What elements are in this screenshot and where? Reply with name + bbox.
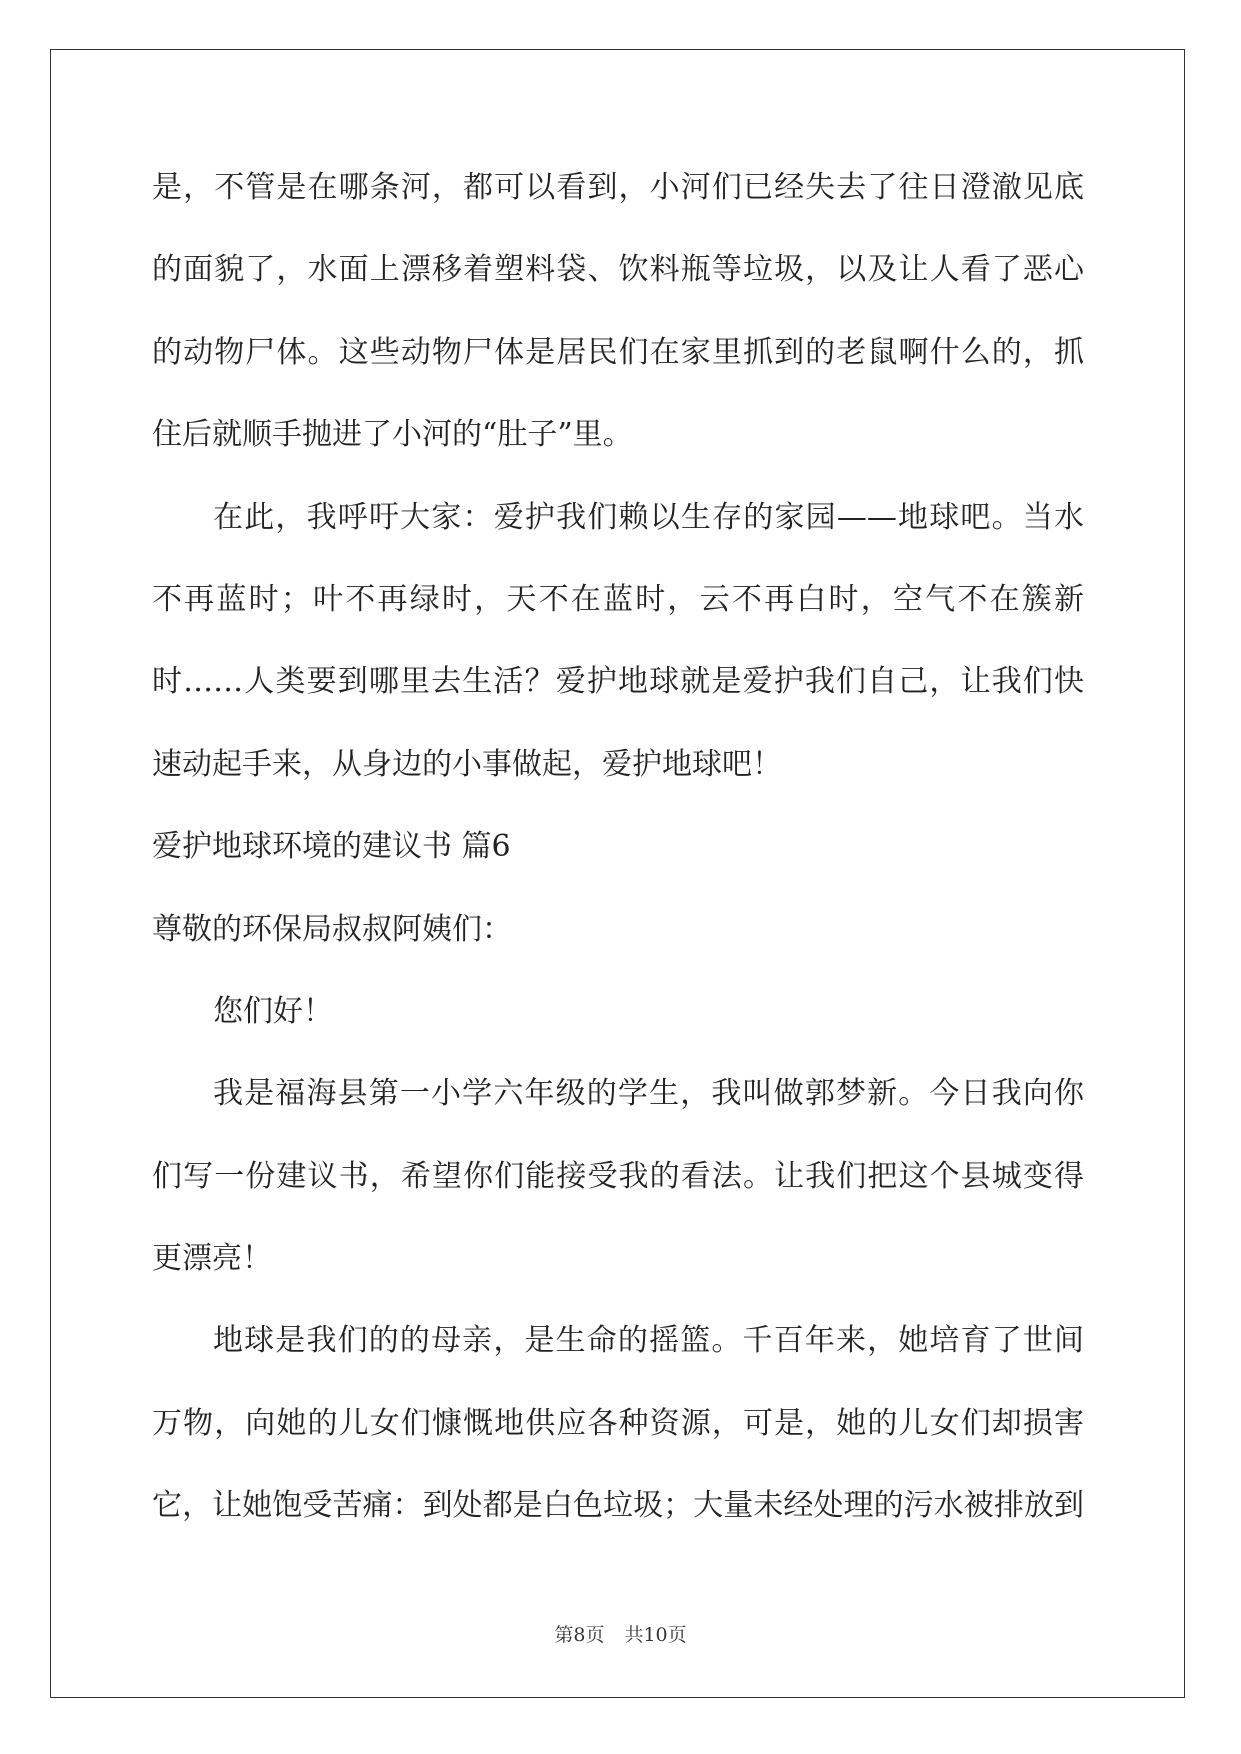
text-line: 们写一份建议书，希望你们能接受我的看法。让我们把这个县城变得 [152,1158,1084,1194]
section-heading: 爱护地球环境的建议书 篇6 [152,829,511,865]
text-line: 速动起手来，从身边的小事做起，爱护地球吧！ [152,746,782,782]
text-line: 时……人类要到哪里去生活？爱护地球就是爱护我们自己，让我们快 [152,664,1084,700]
text-line: 的动物尸体。这些动物尸体是居民们在家里抓到的老鼠啊什么的，抓 [152,334,1084,370]
text-line: 万物，向她的儿女们慷慨地供应各种资源，可是，她的儿女们却损害 [152,1405,1084,1441]
text-line: 在此，我呼吁大家：爱护我们赖以生存的家园——地球吧。当水 [213,499,1084,535]
salutation: 尊敬的环保局叔叔阿姨们： [152,911,512,947]
text-line: 是，不管是在哪条河，都可以看到，小河们已经失去了往日澄澈见底 [152,170,1084,205]
text-line: 我是福海县第一小学六年级的学生，我叫做郭梦新。今日我向你 [213,1076,1084,1112]
text-line: 地球是我们的的母亲，是生命的摇篮。千百年来，她培育了世间 [213,1323,1084,1359]
text-line: 不再蓝时；叶不再绿时，天不在蓝时，云不再白时，空气不在簇新 [152,581,1084,617]
page-number: 第8页 [554,1624,605,1646]
page-total: 共10页 [624,1624,687,1646]
text-line: 更漂亮！ [152,1241,272,1277]
document-body [152,166,1084,1567]
greeting: 您们好！ [213,993,333,1029]
text-line: 住后就顺手抛进了小河的“肚子”里。 [152,417,633,453]
text-line: 它，让她饱受苦痛：到处都是白色垃圾；大量未经处理的污水被排放到 [152,1488,1084,1524]
text-line: 的面貌了，水面上漂移着塑料袋、饮料瓶等垃圾，以及让人看了恶心 [152,252,1084,288]
page-footer [0,1620,1241,1647]
